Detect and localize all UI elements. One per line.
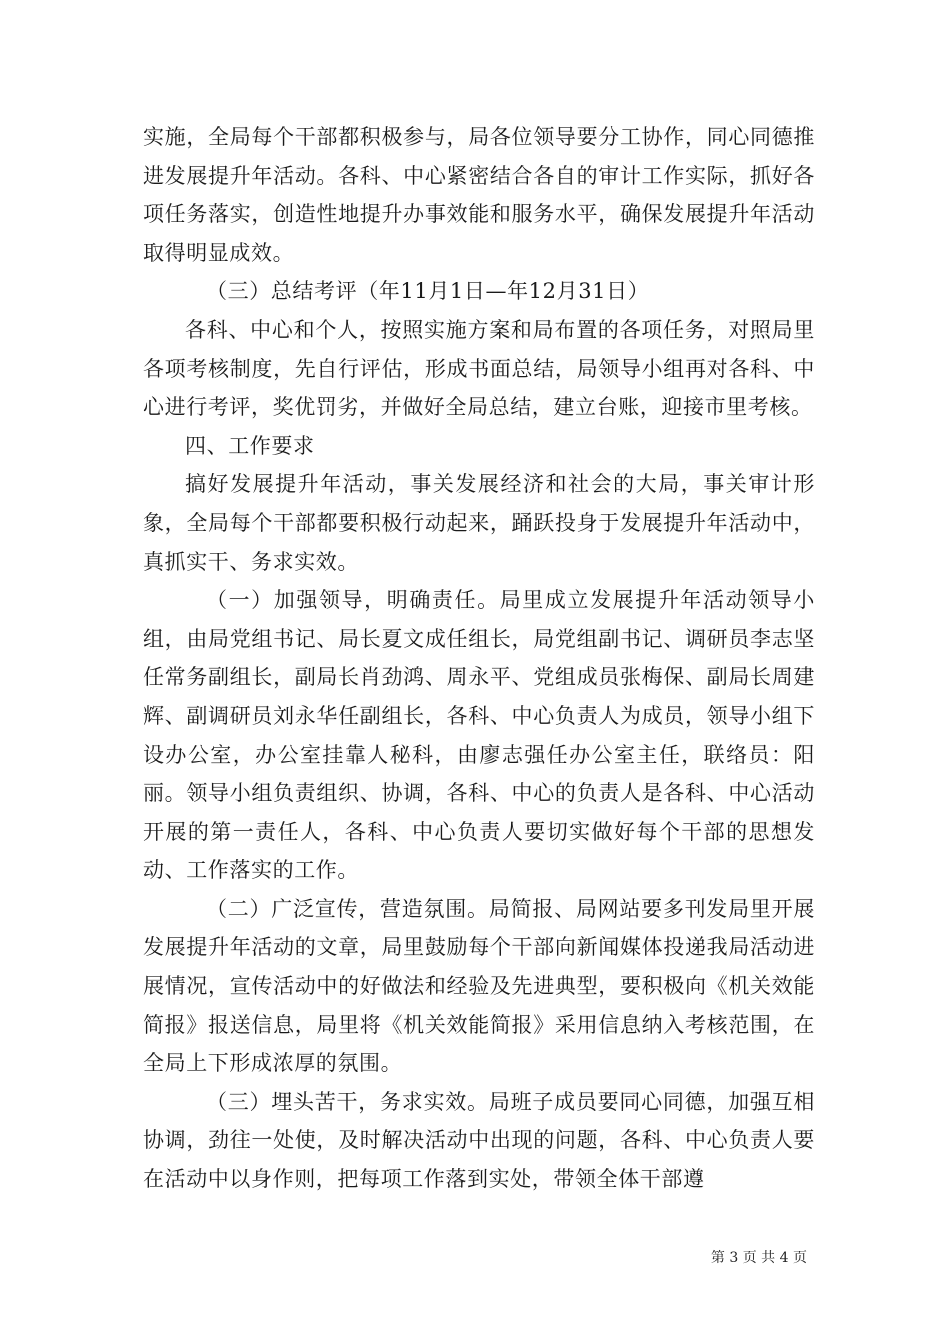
page-number: 第 3 页 共 4 页 xyxy=(710,1250,807,1266)
document-body xyxy=(143,118,815,1199)
paragraph-requirements-intro: 搞好发展提升年活动，事关发展经济和社会的大局，事关审计形象，全局每个干部都要积极行动起来，踊跃投身于发展提升年活动中，真抓实干、务求实效。 xyxy=(143,472,815,574)
section-heading-summary-evaluation: （三）总结考评（年11月1日—年12月31日） xyxy=(206,279,650,304)
paragraph-evaluation: 各科、中心和个人，按照实施方案和局布置的各项任务，对照局里各项考核制度，先自行评估，形成书面总结，局领导小组再对各科、中心进行考评，奖优罚劣，并做好全局总结，建立台账，迎接市里考核。 xyxy=(143,317,815,420)
paragraph-publicity: （二）广泛宣传，营造氛围。局简报、局网站要多刊发局里开展发展提升年活动的文章，局里鼓励每个干部向新闻媒体投递我局活动进展情况，宣传活动中的好做法和经验及先进典型，要积极向《机关效能简报》报送信息，局里将《机关效能简报》采用信息纳入考核范围，在全局上下形成浓厚的氛围。 xyxy=(143,896,815,1076)
paragraph-continuation: 实施，全局每个干部都积极参与，局各位领导要分工协作，同心同德推进发展提升年活动。各科、中心紧密结合各自的审计工作实际，抓好各项任务落实，创造性地提升办事效能和服务水平，确保发展提升年活动取得明显成效。 xyxy=(143,125,815,265)
paragraph-hard-work: （三）埋头苦干，务求实效。局班子成员要同心同德，加强互相协调，劲往一处使，及时解决活动中出现的问题，各科、中心负责人要在活动中以身作则，把每项工作落到实处，带领全体干部遵 xyxy=(143,1089,815,1192)
paragraph-strengthen-leadership: （一）加强领导，明确责任。局里成立发展提升年活动领导小组，由局党组书记、局长夏文成任组长，局党组副书记、调研员李志坚任常务副组长，副局长肖劲鸿、周永平、党组成员张梅保、副局长周建辉、副调研员刘永华任副组长，各科、中心负责人为成员，领导小组下设办公室，办公室挂靠人秘科，由廖志强任办公室主任，联络员：阳丽。领导小组负责组织、协调，各科、中心的负责人是各科、中心活动开展的第一责任人，各科、中心负责人要切实做好每个干部的思想发动、工作落实的工作。 xyxy=(143,588,815,883)
section-heading-work-requirements: 四、工作要求 xyxy=(185,433,315,458)
